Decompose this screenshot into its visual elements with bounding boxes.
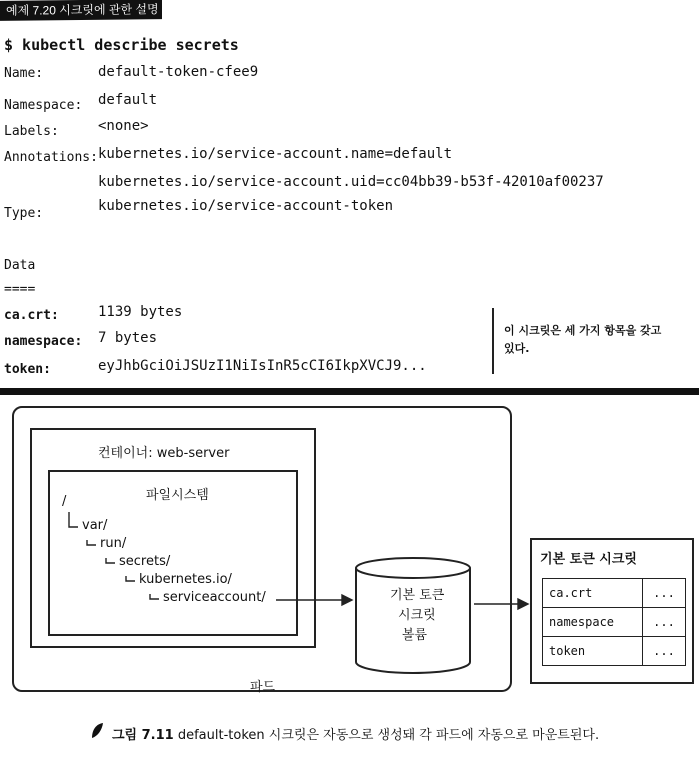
secret-value: ...	[643, 608, 686, 637]
field-value: <none>	[98, 118, 149, 134]
data-value: 7 bytes	[98, 330, 158, 346]
command-line: $ kubectl describe secrets	[4, 36, 239, 54]
tree-item: var/	[82, 518, 108, 533]
figure-caption-text: default-token 시크릿은 자동으로 생성돼 각 파드에 자동으로 마운트된다.	[177, 728, 600, 743]
table-row	[543, 579, 686, 608]
volume-label: 볼륨	[402, 628, 428, 643]
data-header: Data	[4, 258, 36, 273]
secret-value: ...	[643, 637, 686, 666]
figure-caption	[112, 724, 599, 743]
data-key: token:	[4, 362, 51, 377]
data-key: ca.crt:	[4, 308, 59, 323]
data-key: namespace:	[4, 334, 83, 349]
field-value: kubernetes.io/service-account-token	[98, 198, 394, 214]
tree-item: kubernetes.io/	[139, 572, 232, 587]
field-value: kubernetes.io/service-account.uid=cc04bb39-b53f-42010af00237	[98, 174, 604, 190]
secret-value: ...	[643, 579, 686, 608]
annotation-note: 이 시크릿은 세 가지 항목을 갖고 있다.	[504, 324, 662, 355]
filesystem-label: 파일시스템	[146, 488, 209, 503]
field-value: kubernetes.io/service-account.name=default	[98, 146, 453, 162]
field-key: Type:	[4, 206, 44, 221]
tree-item: serviceaccount/	[163, 590, 266, 605]
field-value: default	[98, 92, 158, 108]
field-key: Labels:	[4, 124, 59, 139]
secret-table	[542, 578, 686, 666]
data-value: eyJhbGciOiJSUzI1NiIsInR5cCI6IkpXVCJ9...	[98, 358, 427, 374]
note-bracket	[492, 308, 494, 374]
volume-label: 기본 토큰	[390, 588, 445, 603]
listing-caption: 예제 7.20 시크릿에 관한 설명	[0, 0, 162, 21]
field-key: Annotations:	[4, 150, 98, 165]
container-label: 컨테이너: web-server	[98, 446, 230, 461]
leaf-icon	[90, 722, 104, 740]
secret-key: token	[543, 637, 643, 666]
field-key: Namespace:	[4, 98, 83, 113]
data-rule: ====	[4, 282, 36, 297]
secret-key: namespace	[543, 608, 643, 637]
secret-title: 기본 토큰 시크릿	[540, 552, 637, 567]
pod-label: 파드	[250, 680, 276, 695]
field-value: default-token-cfee9	[98, 64, 259, 80]
tree-item: secrets/	[119, 554, 171, 569]
tree-root: /	[62, 494, 67, 509]
table-row	[543, 608, 686, 637]
field-key: Name:	[4, 66, 44, 81]
section-divider	[0, 388, 699, 395]
volume-label: 시크릿	[398, 608, 436, 623]
secret-key: ca.crt	[543, 579, 643, 608]
figure-number: 그림 7.11	[112, 728, 174, 743]
table-row	[543, 637, 686, 666]
tree-item: run/	[100, 536, 127, 551]
data-value: 1139 bytes	[98, 304, 183, 320]
